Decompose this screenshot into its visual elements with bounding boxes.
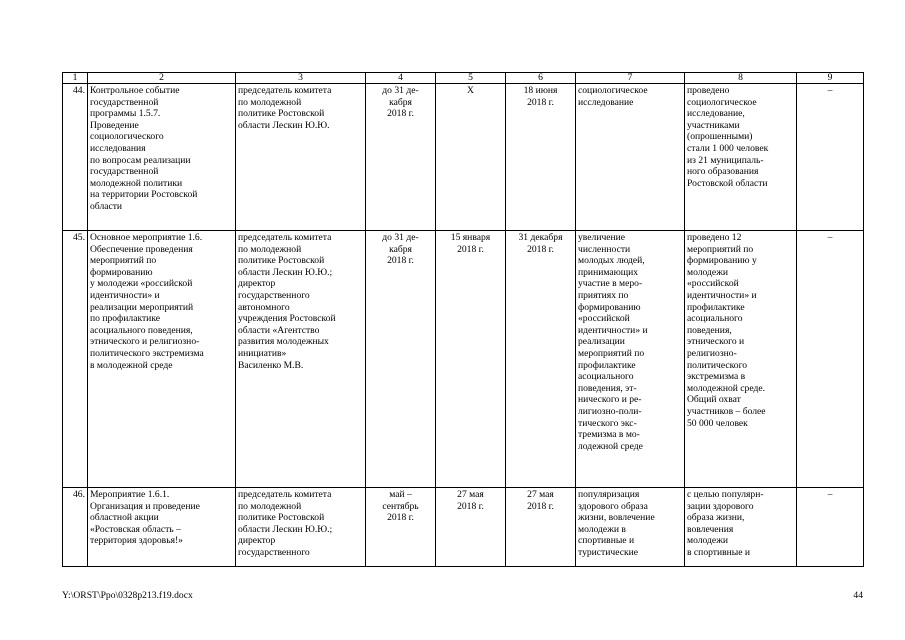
column-number-row [63,73,864,84]
responsible-person: председатель комитета по молодежной политике Ростовской области Лескин Ю.Ю. [236,84,366,231]
planned-result: популяризация здорового образа жизни, вовлечение молодежи в спортивные и туристические [576,488,685,567]
column-number: 5 [436,73,506,84]
table-row [63,84,864,231]
row-number: 45. [63,231,88,488]
plan-date: до 31 де- кабря 2018 г. [366,231,436,488]
column-number: 7 [576,73,685,84]
event-name: Контрольное событие государственной программы 1.5.7. Проведение социологического исследования по вопросам реализации государственной молодежной политики на территории Ростовской области [88,84,236,231]
note: – [797,84,864,231]
actual-start-date: 27 мая 2018 г. [436,488,506,567]
actual-start-date: X [436,84,506,231]
row-number: 44. [63,84,88,231]
row-number: 46. [63,488,88,567]
plan-date: до 31 де- кабря 2018 г. [366,84,436,231]
plan-date: май – сентябрь 2018 г. [366,488,436,567]
table-row [63,488,864,567]
actual-start-date: 15 января 2018 г. [436,231,506,488]
actual-end-date: 18 июня 2018 г. [506,84,576,231]
planned-result: увеличение численности молодых людей, принимающих участие в меро- приятиях по формированию «российской идентичности» и реализации мероприятий по профилактике асоциального поведения, эт- нического и ре- лигиозно-поли- тического экс- тремизма в мо- лодежной среде [576,231,685,488]
note: – [797,231,864,488]
column-number: 3 [236,73,366,84]
page-number: 44 [853,590,863,601]
column-number: 8 [685,73,797,84]
column-number: 4 [366,73,436,84]
table-row [63,231,864,488]
actual-result: проведено социологическое исследование, участниками (опрошенными) стали 1 000 человек из 21 муниципаль- ного образования Ростовской области [685,84,797,231]
actual-end-date: 27 мая 2018 г. [506,488,576,567]
responsible-person: председатель комитета по молодежной политике Ростовской области Лескин Ю.Ю.; директор государственного автономного учреждения Ростовской области «Агентство развития молодежных инициатив» Василенко М.В. [236,231,366,488]
event-name: Мероприятие 1.6.1. Организация и проведение областной акции «Ростовская область – территория здоровья!» [88,488,236,567]
actual-result: с целью популярн- зации здорового образа жизни, вовлечения молодежи в спортивные и [685,488,797,567]
planned-result: социологическое исследование [576,84,685,231]
column-number: 1 [63,73,88,84]
event-name: Основное мероприятие 1.6. Обеспечение проведения мероприятий по формированию у молодежи «российской идентичности» и реализации мероприятий по профилактике асоциального поведения, этнического и религиозно- политического экстремизма в молодежной среде [88,231,236,488]
note: – [797,488,864,567]
responsible-person: председатель комитета по молодежной политике Ростовской области Лескин Ю.Ю.; директор государственного [236,488,366,567]
report-table [62,72,864,567]
column-number: 6 [506,73,576,84]
actual-result: проведено 12 мероприятий по формированию у молодежи «российской идентичности» и профилактике асоциального поведения, этнического и религиозно- политического экстремизма в молодежной среде. Общий охват участников – более 50 000 человек [685,231,797,488]
column-number: 9 [797,73,864,84]
actual-end-date: 31 декабря 2018 г. [506,231,576,488]
column-number: 2 [88,73,236,84]
footer-file-path: Y:\ORST\Ppo\0328p213.f19.docx [62,590,193,601]
